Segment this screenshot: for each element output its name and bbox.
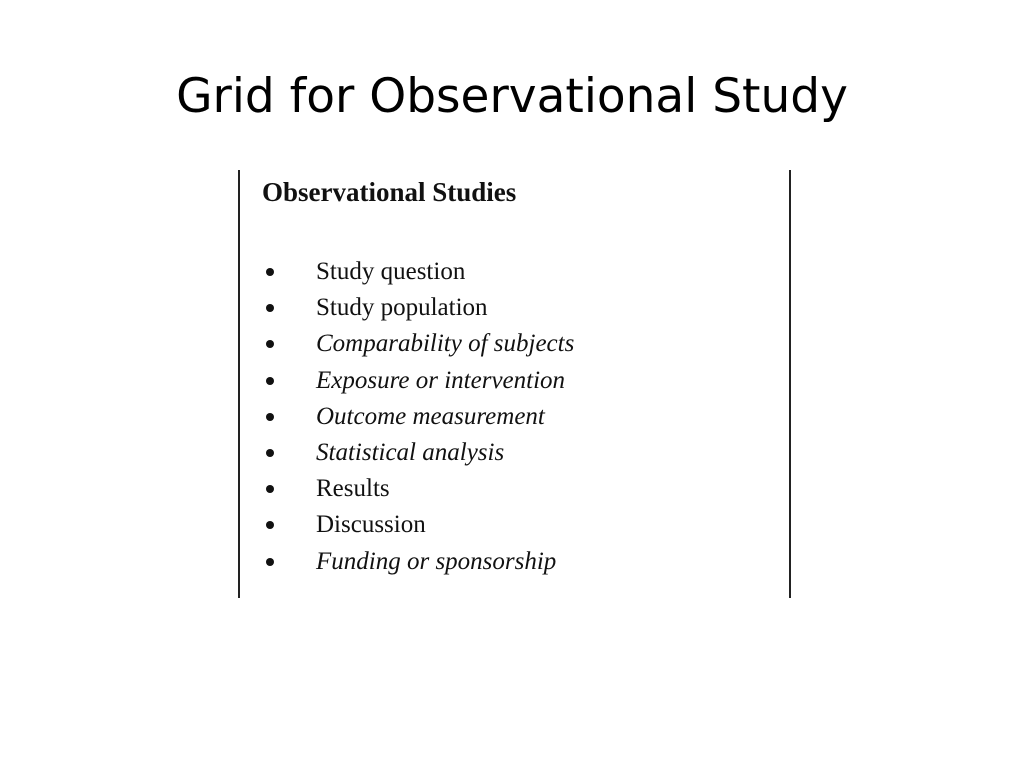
bullet-icon [266,268,274,276]
list-item-label: Outcome measurement [316,402,545,430]
list-item-label: Comparability of subjects [316,330,575,358]
list-item-label: Exposure or intervention [316,366,566,394]
bullet-icon [266,340,274,348]
slide-title: Grid for Observational Study [176,69,848,124]
bullet-icon [266,449,274,457]
list-item-label: Discussion [316,511,426,539]
list-item-label: Results [316,475,390,503]
list-item-label: Statistical analysis [316,438,505,466]
bullet-icon [266,413,274,421]
observational-studies-figure [238,170,791,598]
bullet-icon [266,558,274,566]
bullet-icon [266,377,274,385]
figure-heading: Observational Studies [262,177,517,207]
list-item-label: Study question [316,258,466,285]
list-item-label: Funding or sponsorship [316,547,557,575]
list-item-label: Study population [316,294,488,322]
bullet-icon [266,304,274,312]
bullet-icon [266,521,274,529]
bullet-icon [266,485,274,493]
